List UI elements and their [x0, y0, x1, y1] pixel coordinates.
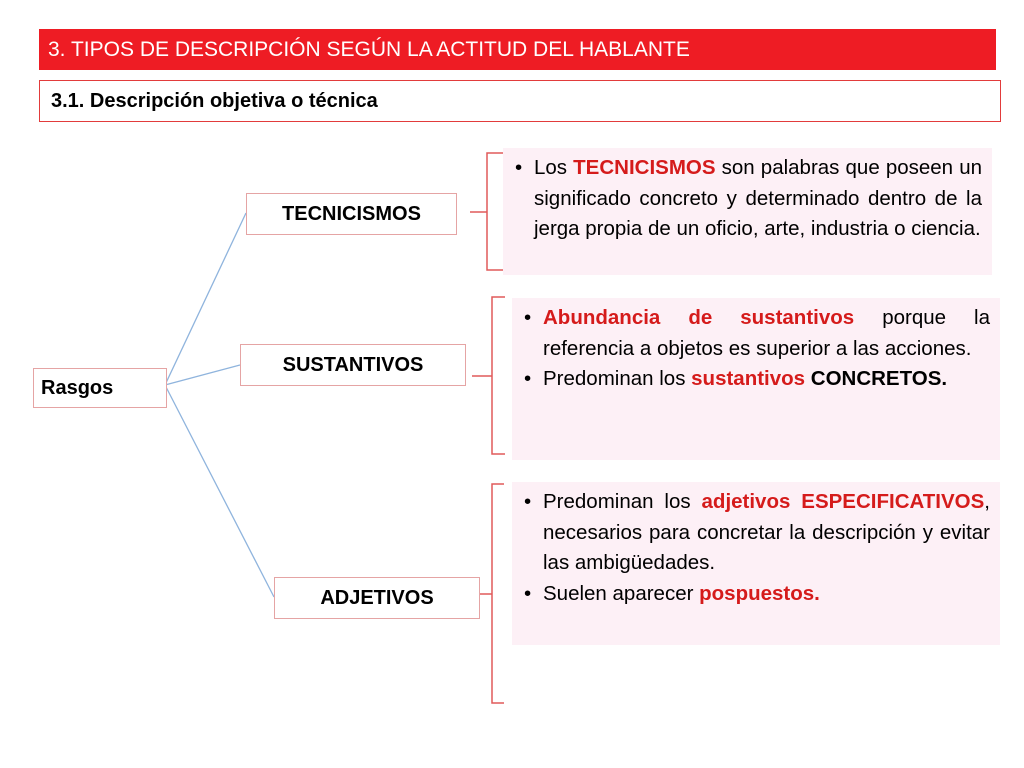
list-item: • Los TECNICISMOS son palabras que poseen un significado concreto y determinado dentro de la jerga propia de un oficio, arte, industria o ciencia.	[511, 153, 982, 245]
connector-to-tecnicismos	[165, 213, 246, 385]
node-adjetivos: ADJETIVOS	[274, 577, 480, 619]
list-item: • Predominan los adjetivos ESPECIFICATIVOS, necesarios para concretar la descripción y evitar las ambigüedades.	[520, 487, 990, 579]
bracket-tecnicismos	[470, 153, 503, 270]
list-item: • Abundancia de sustantivos porque la referencia a objetos es superior a las acciones.	[520, 303, 990, 364]
node-sustantivos: SUSTANTIVOS	[240, 344, 466, 386]
brackets	[470, 153, 505, 703]
node-tecnicismos: TECNICISMOS	[246, 193, 457, 235]
panel-tecnicismos	[503, 148, 992, 275]
bracket-adjetivos	[480, 484, 504, 703]
bracket-sustantivos	[472, 297, 505, 454]
node-rasgos: Rasgos	[33, 368, 167, 408]
connector-to-adjetivos	[165, 385, 274, 597]
tree-connectors	[165, 213, 274, 597]
list-item: • Predominan los sustantivos CONCRETOS.	[520, 364, 990, 395]
panel-sustantivos	[512, 298, 1000, 460]
section-subtitle: 3.1. Descripción objetiva o técnica	[39, 80, 1001, 122]
list-item: • Suelen aparecer pospuestos.	[520, 579, 990, 610]
connector-to-sustantivos	[165, 365, 240, 385]
panel-adjetivos	[512, 482, 1000, 645]
slide-title: 3. TIPOS DE DESCRIPCIÓN SEGÚN LA ACTITUD DEL HABLANTE	[39, 29, 996, 70]
